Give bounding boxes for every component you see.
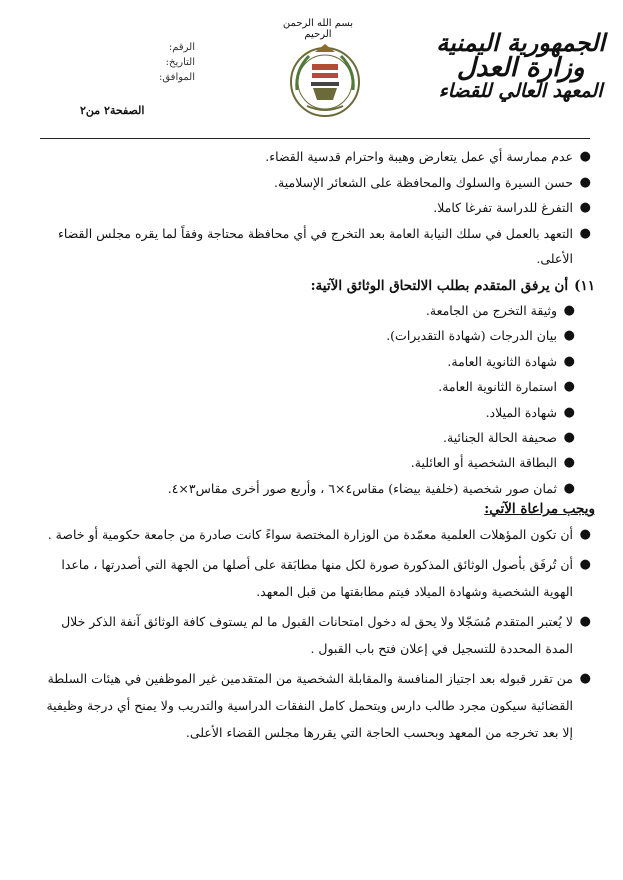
list-item: ● أن تُرفَق بأصول الوثائق المذكورة صورة لكل منها مطابَقة على أصلها من الجهة التي أصدرتها ، ماعدا الهوية الشخصية وشهادة الميلاد فيتم مطابقتها من قبل المعهد. xyxy=(40,551,595,605)
list-item: ● شهادة الثانوية العامة. xyxy=(447,353,575,369)
bullet-icon: ● xyxy=(579,527,591,543)
list-item: ● ثمان صور شخصية (خلفية بيضاء) مقاس٤×٦ ، وأربع صور أخرى مقاس٣×٤. xyxy=(167,480,575,496)
list-item: ● من تقرر قبوله بعد اجتياز المنافسة والمقابلة الشخصية من المتقدمين غير الموظفين في هيئات السلطة القضائية سيكون مجرد طالب دارس ويتحمل كامل النفقات الدراسية والتدريب ولا يمنح أي درجة وظيفية إلا بعد تخرجه من المعهد وبحسب الحاجة التي يقررها مجلس القضاء الأعلى. xyxy=(40,665,595,746)
header-divider xyxy=(40,138,590,139)
corresponding-date-label: الموافق: xyxy=(158,72,195,83)
institute-emblem-icon xyxy=(285,40,365,120)
bullet-icon: ● xyxy=(579,149,591,164)
conditions-list xyxy=(40,148,595,271)
list-item: ● شهادة الميلاد. xyxy=(485,404,575,420)
bullet-icon: ● xyxy=(563,480,575,496)
bullet-icon: ● xyxy=(579,671,591,687)
page-number: الصفحة٢ من٢ xyxy=(80,104,145,117)
bullet-icon: ● xyxy=(579,225,591,241)
bullet-icon: ● xyxy=(563,303,575,318)
list-item: ● لا يُعتبر المتقدم مُسَجّلا ولا يحق له دخول امتحانات القبول ما لم يستوف كافة الوثائق آنفة الذكر خلال المدة المحددة للتسجيل في إعلان فتح باب القبول . xyxy=(40,608,595,662)
notes-list xyxy=(40,521,595,746)
bullet-icon: ● xyxy=(579,614,591,630)
bullet-icon: ● xyxy=(579,557,591,573)
list-item: ● أن تكون المؤهلات العلمية معمّدة من الوزارة المختصة سواءً كانت صادرة من جامعة حكومية أو خاصة . xyxy=(40,521,595,548)
list-item: ● التعهد بالعمل في سلك النيابة العامة بعد التخرج في أي محافظة محتاجة وفقاً لما يقره مجلس القضاء الأعلى. xyxy=(40,221,595,271)
date-label: التاريخ: xyxy=(165,57,195,68)
list-item: ● استمارة الثانوية العامة. xyxy=(438,379,575,395)
list-item: ● البطاقة الشخصية أو العائلية. xyxy=(410,455,575,471)
list-item: ● حسن السيرة والسلوك والمحافظة على الشعائر الإسلامية. xyxy=(274,174,591,190)
list-item: ● التفرغ للدراسة تفرغا كاملا. xyxy=(433,200,591,215)
section-number: ١١) xyxy=(574,278,595,294)
basmala: بسم الله الرحمن الرحيم xyxy=(282,18,354,40)
required-documents-list xyxy=(40,302,595,497)
organization-name xyxy=(436,30,605,102)
letterhead xyxy=(0,0,623,150)
reference-number-label: الرقم: xyxy=(168,42,195,53)
org-line-institute: المعهد العالي للقضاء xyxy=(438,80,603,103)
section-title: أن يرفق المتقدم بطلب الالتحاق الوثائق الآتية: xyxy=(310,278,569,294)
bullet-icon: ● xyxy=(563,353,575,369)
bullet-icon: ● xyxy=(579,200,591,215)
bullet-icon: ● xyxy=(563,328,575,344)
bullet-icon: ● xyxy=(563,379,575,395)
bullet-icon: ● xyxy=(563,455,575,471)
section-11-heading xyxy=(40,278,595,294)
list-item: ● بيان الدرجات (شهادة التقديرات). xyxy=(386,328,575,344)
bullet-icon: ● xyxy=(563,404,575,420)
org-line-ministry: وزارة العدل xyxy=(456,53,585,84)
list-item: ● صحيفة الحالة الجنائية. xyxy=(443,429,575,445)
bullet-icon: ● xyxy=(579,174,591,190)
document-body xyxy=(40,148,595,749)
list-item: ● عدم ممارسة أي عمل يتعارض وهيبة واحترام قدسية القضاء. xyxy=(265,149,591,164)
org-line-country: الجمهورية اليمنية xyxy=(436,28,605,57)
bullet-icon: ● xyxy=(563,429,575,445)
reference-fields xyxy=(135,40,195,85)
list-item: ● وثيقة التخرج من الجامعة. xyxy=(425,303,575,318)
notes-heading: ويجب مراعاة الآتي: xyxy=(484,501,595,518)
